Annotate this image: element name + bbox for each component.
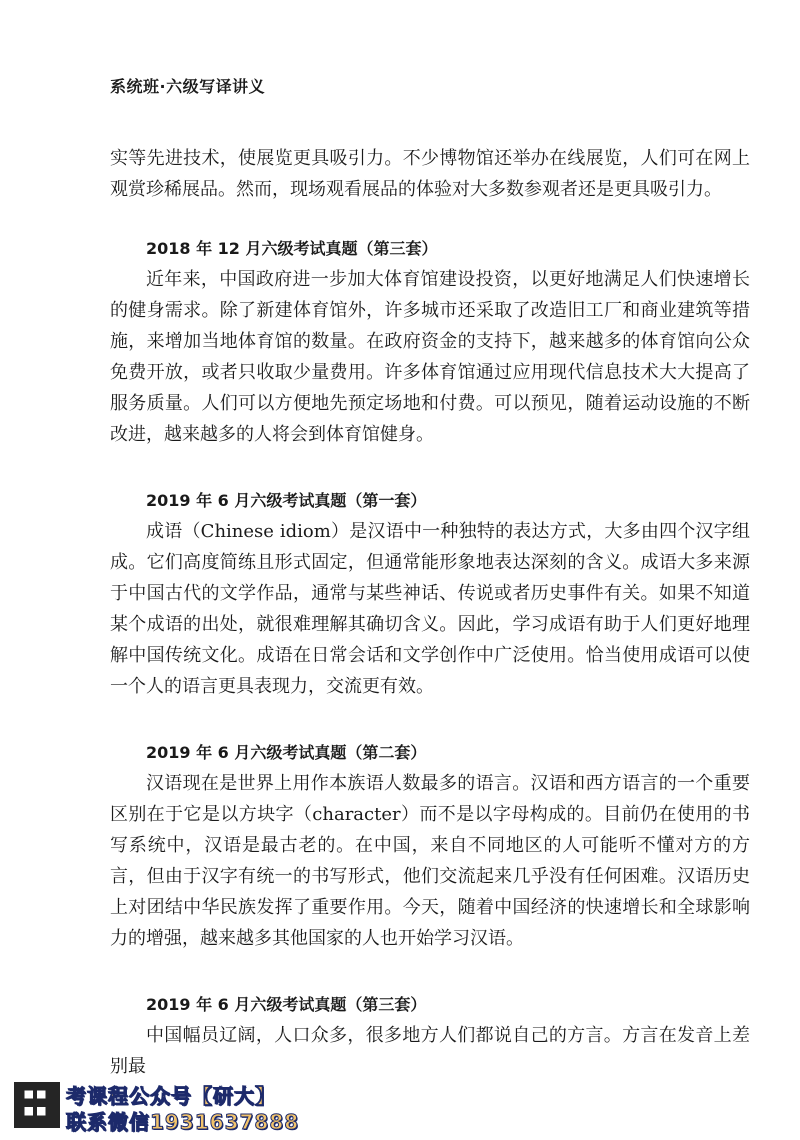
section-body-3: 汉语现在是世界上用作本族语人数最多的语言。汉语和西方语言的一个重要区别在于它是以方块字（character）而不是以字母构成的。目前仍在使用的书写系统中，汉语是最古老的。在中国，来自不同地区的人可能听不懂对方的方言，但由于汉字有统一的书写形式，他们交流起来几乎没有任何困难。汉语历史上对团结中华民族发挥了重要作用。今天，随着中国经济的快速增长和全球影响力的增强，越来越多其他国家的人也开始学习汉语。 — [110, 773, 750, 949]
intro-paragraph: 实等先进技术，使展览更具吸引力。不少博物馆还举办在线展览，人们可在网上观赏珍稀展品。然而，现场观看展品的体验对大多数参观者还是更具吸引力。 — [110, 148, 750, 200]
footer-watermark-line1: 考课程公众号【研大】 — [66, 1084, 276, 1108]
section-title-4: 2019 年 6 月六级考试真题（第三套） — [146, 995, 427, 1014]
section-body-4: 中国幅员辽阔，人口众多，很多地方人们都说自己的方言。方言在发音上差别最 — [110, 1025, 750, 1077]
qr-code-icon — [14, 1082, 60, 1128]
section-title-1: 2018 年 12 月六级考试真题（第三套） — [146, 239, 438, 258]
footer-watermark-line2: 联系微信1931637888 — [66, 1110, 300, 1134]
section-title-3: 2019 年 6 月六级考试真题（第二套） — [146, 743, 427, 762]
section-title-2: 2019 年 6 月六级考试真题（第一套） — [146, 491, 427, 510]
page-header: 系统班·六级写译讲义 — [110, 77, 266, 96]
section-body-1: 近年来，中国政府进一步加大体育馆建设投资，以更好地满足人们快速增长的健身需求。除了新建体育馆外，许多城市还采取了改造旧工厂和商业建筑等措施，来增加当地体育馆的数量。在政府资金的支持下，越来越多的体育馆向公众免费开放，或者只收取少量费用。许多体育馆通过应用现代信息技术大大提高了服务质量。人们可以方便地先预定场地和付费。可以预见，随着运动设施的不断改进，越来越多的人将会到体育馆健身。 — [110, 269, 750, 445]
section-body-2: 成语（Chinese idiom）是汉语中一种独特的表达方式，大多由四个汉字组成。它们高度简练且形式固定，但通常能形象地表达深刻的含义。成语大多来源于中国古代的文学作品，通常与某些神话、传说或者历史事件有关。如果不知道某个成语的出处，就很难理解其确切含义。因此，学习成语有助于人们更好地理解中国传统文化。成语在日常会话和文学创作中广泛使用。恰当使用成语可以使一个人的语言更具表现力，交流更有效。 — [110, 521, 750, 697]
